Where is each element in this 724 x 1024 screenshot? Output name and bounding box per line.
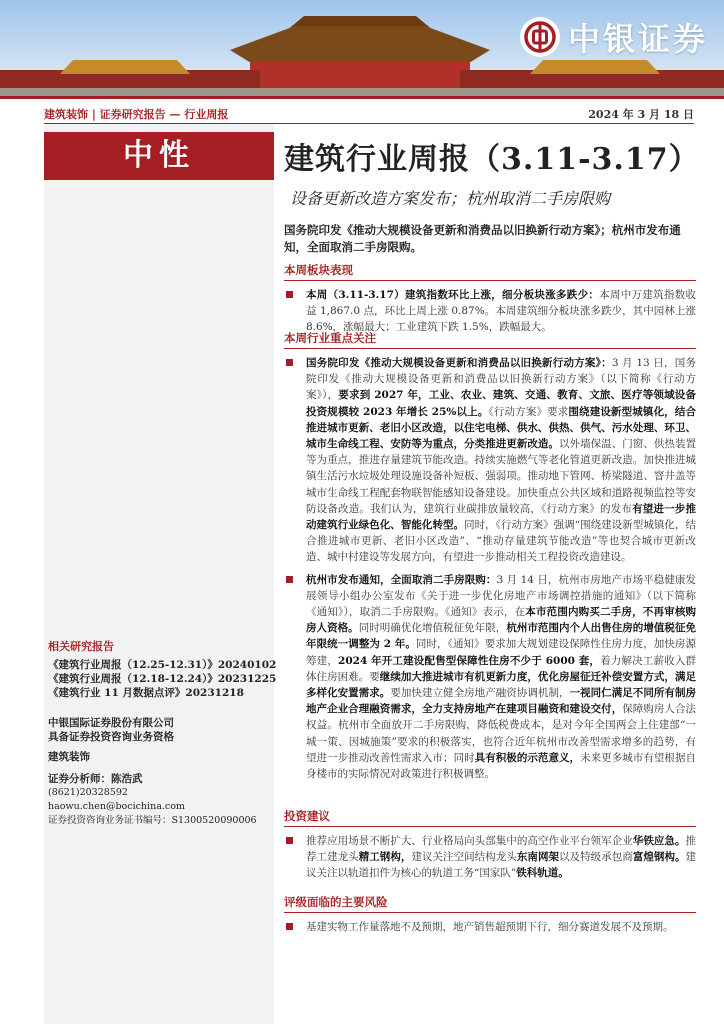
company-name: 中银国际证券股份有限公司: [48, 717, 174, 729]
text-run: 着力解决工薪收入群体住房困难。要: [306, 654, 697, 683]
bold-run: 2024 年开工建设配售型保障性住房不少于 6000 套，: [338, 654, 601, 667]
section-investment-advice: [284, 808, 696, 882]
report-subtitle: 设备更新改造方案发布；杭州取消二手房限购: [290, 189, 611, 208]
left-sidebar: [44, 124, 277, 1024]
bullet-bold-lead: 国务院印发《推动大规模设备更新和消费品以旧换新行动方案》：: [306, 357, 612, 369]
stock-name: 富煌钢构。: [632, 851, 686, 864]
side-roof-right: [530, 60, 660, 74]
header-divider: [0, 96, 724, 99]
section-heading: 本周板块表现: [284, 262, 696, 281]
text-run: 同时，《通知》要求加大规划建设保障性住房力度，加快房源筹建，: [306, 638, 696, 667]
related-reports: [48, 640, 276, 700]
side-roof-left: [60, 60, 190, 74]
text-run: 推荐应用场景不断扩大、行业格局向头部集中的高空作业平台领军企业: [306, 835, 633, 847]
bullet-paragraph: [284, 287, 696, 336]
bullet-paragraph: [284, 355, 696, 566]
bold-run: 要求到 2027 年，工业、农业、建筑、交通、教育、文旅、医疗等领域设备投资规模较 2023 年增长 25%以上。: [306, 389, 696, 418]
section-heading: 投资建议: [284, 808, 696, 827]
stock-name: 铁科轨道。: [516, 867, 569, 880]
bold-run: 围绕建设新型城镇化，结合推进城市更新、老旧小区改造，以住宅电梯、供水、供热、供气、污水处理、环卫、城市生命线工程、安防等为重点，分类推进更新改造。: [306, 405, 697, 451]
section-rating-risks: [284, 894, 696, 935]
related-reports-heading: 相关研究报告: [48, 640, 114, 653]
bullet-square-icon: [286, 923, 293, 930]
section-heading: 本周行业重点关注: [284, 330, 696, 349]
related-report-item[interactable]: 《建筑行业 11 月数据点评》20231218: [48, 687, 244, 699]
analyst-name: 证券分析师：陈浩武: [48, 773, 143, 785]
palace-hall: [250, 62, 470, 88]
report-lead: 国务院印发《推动大规模设备更新和消费品以旧换新行动方案》；杭州市发布通知，全面取消二手房限购。: [284, 223, 681, 254]
brand-logo: [520, 14, 708, 60]
stock-name: 东南网架: [516, 851, 560, 864]
bold-run: 继续加大推进城市有机更新力度，优化房屋征迁补偿安置方式，满足多样化安置需求。: [306, 670, 697, 700]
text-run: 同时明确优化增值税征免年限，: [358, 622, 507, 635]
bullet-square-icon: [286, 359, 293, 366]
bold-run: 具有积极的示范意义，: [474, 751, 581, 764]
bullet-bold-lead: 本周（3.11-3.17）建筑指数环比上涨，细分板块涨多跌少：: [306, 289, 600, 301]
text-run: 推荐工建龙头: [306, 835, 697, 864]
section-heading: 评级面临的主要风险: [284, 894, 696, 913]
bold-run: 有望进一步推动建筑行业绿色化、智能化转型。: [306, 502, 696, 532]
text-run: 基建实物工作量落地不及预期，地产销售超预期下行，细分赛道发展不及预期。: [306, 921, 674, 933]
bullet-paragraph: [284, 572, 696, 783]
text-run: 要加快建立健全房地产融资协调机制，: [390, 687, 570, 700]
boc-logo-icon: [520, 17, 560, 57]
bold-run: 一视同仁满足不同所有制房地产企业合理融资需求，全力支持房地产在建项目融资和建设交付，: [306, 687, 697, 716]
section-weekly-performance: [284, 262, 696, 336]
bullet-bold-lead: 杭州市发布通知，全面取消二手房限购：: [306, 573, 497, 586]
bullet-square-icon: [286, 291, 293, 298]
ground: [0, 88, 724, 96]
bullet-square-icon: [286, 576, 293, 583]
bullet-square-icon: [286, 837, 293, 844]
related-report-item[interactable]: 《建筑行业周报（12.25-12.31）》20240102: [48, 659, 277, 671]
text-run: 《行动方案》要求: [488, 405, 569, 418]
section-industry-focus: [284, 330, 696, 782]
industry-label: 建筑装饰: [48, 751, 90, 763]
palace-roof: [230, 26, 490, 66]
company-info: [48, 716, 174, 764]
bold-run: 杭州市范围内个人出售住房的增值税征免年限统一调整为 2 年。: [306, 622, 697, 651]
analyst-email[interactable]: haowu.chen@bocichina.com: [48, 801, 185, 812]
bullet-paragraph: [284, 919, 696, 935]
text-run: 建议关注空间结构龙头: [411, 851, 517, 864]
text-run: 同时，《行动方案》强调“围绕建设新型城镇化，结合推进城市更新、老旧小区改造”、“推动存量建筑节能改造”等也契合城市更新改造、城中村建设等发展方向，有望进一步推动相关工程投资改造建设。: [306, 519, 696, 564]
stock-name: 华铁应急。: [632, 835, 686, 847]
analyst-phone: (8621)20328592: [48, 787, 128, 798]
report-header-strip: [44, 104, 694, 122]
analyst-info: [48, 772, 257, 828]
report-date: 2024 年 3 月 18 日: [588, 108, 694, 121]
text-run: 以及特级承包商: [559, 851, 633, 864]
report-title: 建筑行业周报（3.11-3.17）: [284, 142, 700, 177]
rating-badge: 中性: [44, 132, 274, 180]
text-run: 未来更多城市有望根据自身楼市的实际情况对政策进行积极调整。: [306, 751, 697, 781]
text-run: 3 月 13 日，国务院印发《推动大规模设备更新和消费品以旧换新行动方案》（以下简称《行动方案》），: [306, 357, 696, 402]
bullet-paragraph: [284, 833, 696, 882]
text-run: 以外墙保温、门窗、供热装置等为重点，推进存量建筑节能改造。持续实施燃气等老化管道更新改造。加快推进城镇生活污水垃圾处理设施设备补短板、强弱项。推动地下管网、桥梁隧道、窨井盖等城市生命线工程配套物联智能感知设备建设。加快重点公共区域和道路视频监控等安防设备改造。我们认为，建筑行业碳排放量较高，《行动方案》的发布: [306, 438, 696, 515]
text-run: 3 月 14 日，杭州市房地产市场平稳健康发展领导小组办公室发布《关于进一步优化房地产市场调控措施的通知》（以下简称《通知》），取消二手房限购。《通知》表示，在: [306, 573, 696, 619]
bullet-text: 本周中万建筑指数收益 1,867.0 点，环比上周上涨 0.87%。本周建筑细分板块涨多跌少，其中园林上涨 8.6%，涨幅最大；工业建筑下跌 1.5%，跌幅最大。: [306, 289, 696, 334]
analyst-certificate: 证券投资咨询业务证书编号：S1300520090006: [48, 815, 257, 826]
brand-name: 中银证券: [567, 20, 708, 58]
bold-run: 本市范围内购买二手房，不再审核购房人资格。: [306, 606, 697, 635]
text-run: 保障购房人合法权益。杭州市全面放开二手房限购，降低税费成本，是对今年全国两会上住建部“一城一策、因城施策”要求的积极落实，也符合近年杭州市改善型需求增多的趋势，有望进一步推动改善性需求入市；同时: [306, 703, 696, 764]
related-report-item[interactable]: 《建筑行业周报（12.18-12.24）》20231225: [48, 673, 277, 685]
text-run: 建议关注以轨道扣件为核心的轨道工务“国家队”: [306, 851, 697, 880]
report-category: 建筑装饰 | 证券研究报告 — 行业周报: [44, 108, 229, 121]
company-qualification: 具备证券投资咨询业务资格: [48, 731, 174, 743]
stock-name: 精工钢构，: [358, 851, 412, 864]
header-banner-image: [0, 0, 724, 96]
